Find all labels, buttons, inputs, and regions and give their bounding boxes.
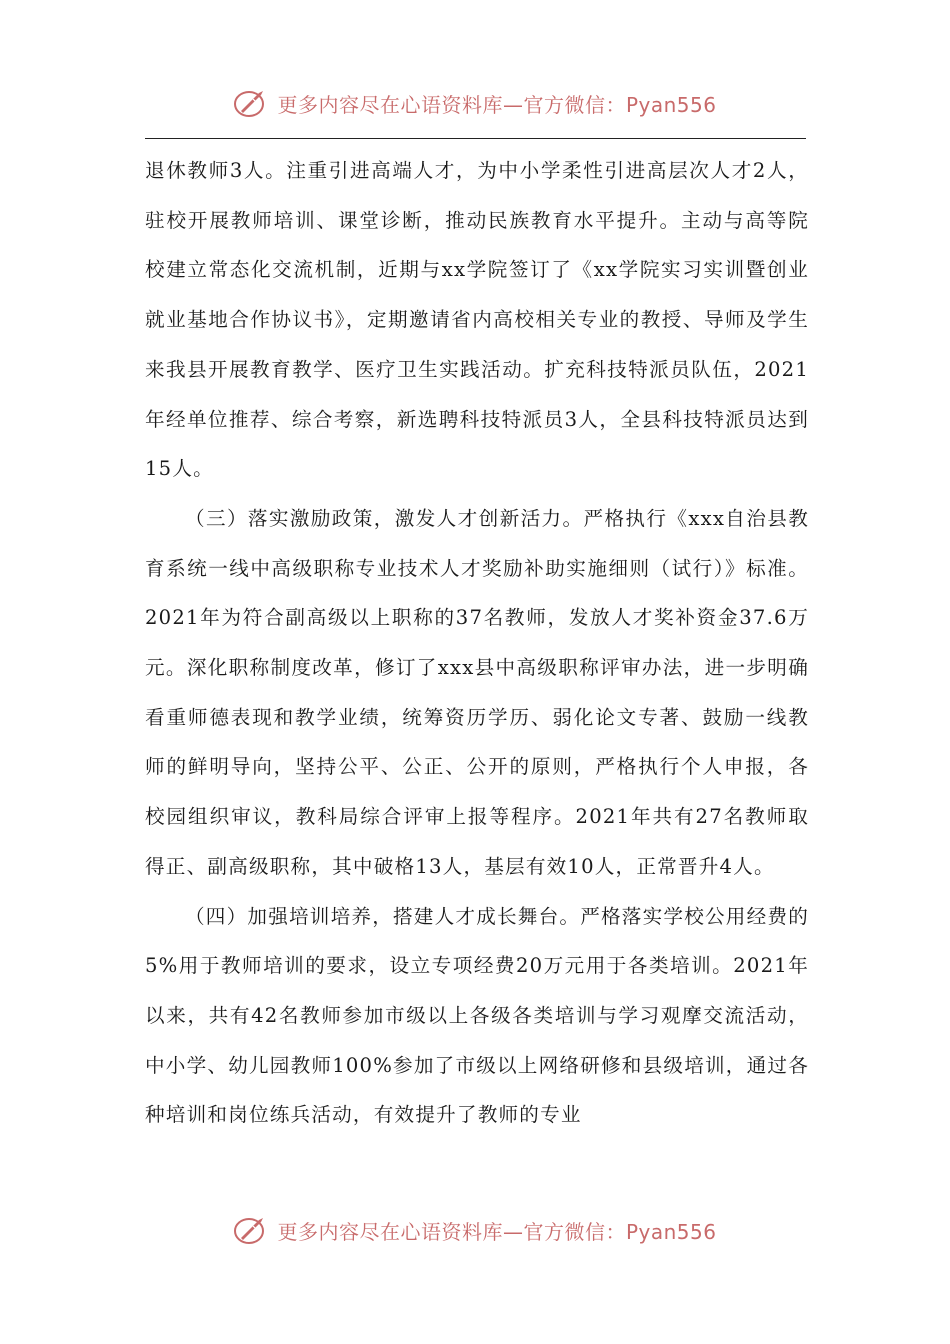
body-paragraph: 退休教师3人。注重引进高端人才，为中小学柔性引进高层次人才2人，驻校开展教师培训、课堂诊断，推动民族教育水平提升。主动与高等院校建立常态化交流机制，近期与xx学院签订了《xx学院实习实训暨创业就业基地合作协议书》，定期邀请省内高校相关专业的教授、导师及学生来我县开展教育教学、医疗卫生实践活动。扩充科技特派员队伍，2021年经单位推荐、综合考察，新选聘科技特派员3人，全县科技特派员达到15人。 xyxy=(145,159,809,481)
header-banner xyxy=(0,78,950,128)
body-paragraph: （三）落实激励政策，激发人才创新活力。严格执行《xxx自治县教育系统一线中高级职称专业技术人才奖励补助实施细则（试行）》标准。2021年为符合副高级以上职称的37名教师，发放人才奖补资金37.6万元。深化职称制度改革，修订了xxx县中高级职称评审办法，进一步明确看重师德表现和教学业绩，统筹资历学历、弱化论文专著、鼓励一线教师的鲜明导向，坚持公平、公正、公开的原则，严格执行个人申报，各校园组织审议，教科局综合评审上报等程序。2021年共有27名教师取得正、副高级职称，其中破格13人，基层有效10人，正常晋升4人。 xyxy=(145,506,809,878)
body-paragraph: （四）加强培训培养，搭建人才成长舞台。严格落实学校公用经费的5%用于教师培训的要求，设立专项经费20万元用于各类培训。2021年以来，共有42名教师参加市级以上各级各类培训与学习观摩交流活动，中小学、幼儿园教师100%参加了市级以上网络研修和县级培训，通过各种培训和岗位练兵活动，有效提升了教师的专业 xyxy=(145,904,809,1127)
footer-banner xyxy=(0,1205,950,1255)
header-banner-text: 更多内容尽在心语资料库—官方微信：Pyan556 xyxy=(277,92,717,117)
quill-pen-logo-icon xyxy=(233,85,269,121)
footer-banner-text: 更多内容尽在心语资料库—官方微信：Pyan556 xyxy=(277,1219,717,1244)
header-divider xyxy=(145,138,806,139)
quill-pen-logo-icon xyxy=(233,1212,269,1248)
document-body xyxy=(145,146,809,1140)
